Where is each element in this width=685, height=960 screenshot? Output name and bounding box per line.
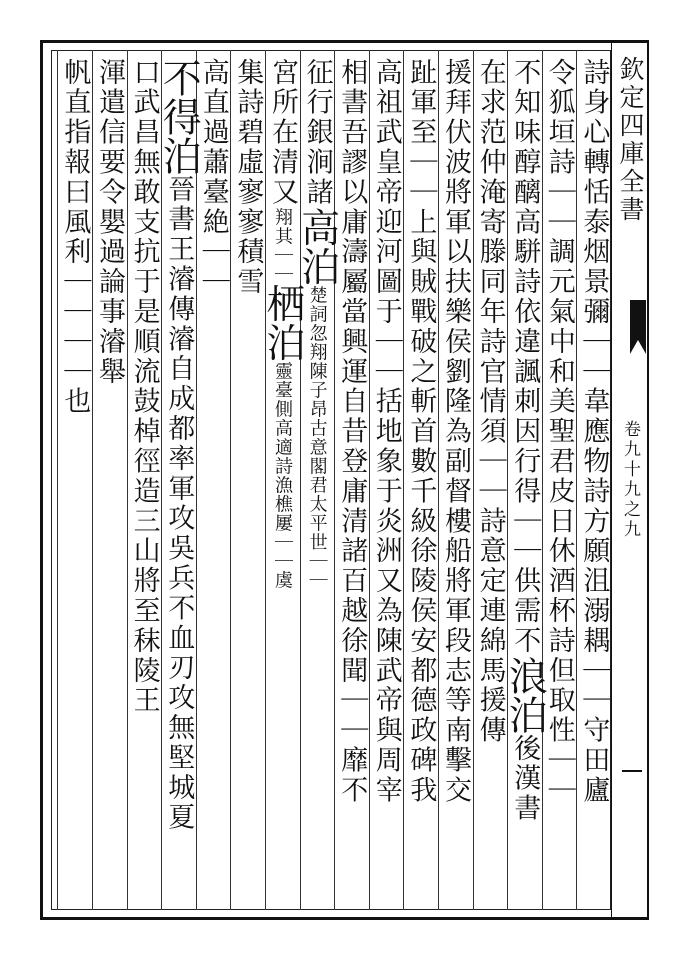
annotation-text: 翔其｜｜ bbox=[272, 207, 293, 284]
text-column bbox=[227, 58, 267, 297]
entry-heading: 不得泊 bbox=[156, 58, 202, 175]
text-column bbox=[89, 58, 129, 387]
body-text: 征行銀涧諸 bbox=[301, 58, 333, 208]
body-text: 集詩碧虛寥寥積雪 bbox=[232, 58, 264, 298]
body-text: 相書吾謬以庸濤屬當興運自昔登庸清諸百越徐聞｜｜靡不 bbox=[336, 58, 368, 806]
text-column bbox=[366, 58, 406, 806]
text-column bbox=[124, 58, 164, 716]
body-text: 不知味醇醨高駢詩依違諷刺因行得｜｜供需不 bbox=[509, 58, 541, 656]
text-column bbox=[435, 58, 475, 806]
body-text: 在求范仲淹寄滕同年詩官情須｜｜詩意定連綿 bbox=[474, 58, 506, 656]
body-text: 高直過蕭臺絶｜｜ bbox=[197, 58, 229, 298]
text-column bbox=[573, 58, 613, 806]
text-column bbox=[502, 58, 548, 824]
body-text: 詩身心轉恬泰烟景彌｜｜韋應物詩方願沮溺耦｜｜守田廬 bbox=[578, 58, 610, 806]
volume-label: 卷九十九之九 bbox=[620, 420, 640, 540]
body-text: 令狐垣詩｜｜調元氣中和美聖君皮日休酒杯詩但取性｜｜ bbox=[543, 58, 575, 806]
annotation-text: 楚詞忽翔 bbox=[306, 285, 328, 362]
page-mark bbox=[622, 770, 642, 772]
text-column bbox=[54, 58, 94, 417]
annotation-text: 陳子昂古意閣君太平世｜｜ bbox=[306, 361, 328, 590]
annotation-text: 靈臺側高適詩漁樵屢｜｜虞 bbox=[272, 361, 293, 590]
entry-heading: 栖泊 bbox=[260, 283, 305, 362]
body-text: 宮所在清又 bbox=[267, 58, 298, 208]
text-column bbox=[260, 58, 305, 590]
body-text: 援拜伏波將軍以扶樂侯劉隆為副督樓船將軍段志等南擊交 bbox=[440, 58, 471, 806]
body-text: 帆直指報曰風利｜｜｜｜也 bbox=[59, 58, 91, 417]
text-column bbox=[400, 58, 440, 806]
body-text: 高祖武皇帝迎河圖于｜｜括地象于炎洲又為陳武帝與周宰 bbox=[370, 58, 402, 806]
body-text: 馬援傳 bbox=[474, 656, 506, 746]
body-text: 口武昌無敢支抗于是順流鼓棹徑造三山將至秣陵王 bbox=[128, 58, 160, 716]
entry-heading: 高泊 bbox=[294, 207, 340, 286]
text-column bbox=[470, 58, 510, 746]
body-text: 晉書王濬傳濬自成都率軍攻吳兵不血刃攻無堅城夏 bbox=[163, 175, 195, 833]
fishtail-ornament bbox=[630, 300, 646, 340]
text-column bbox=[331, 58, 371, 806]
body-text: 後漢書 bbox=[509, 734, 541, 824]
text-column bbox=[156, 58, 202, 833]
body-text: 趾軍至｜｜上與賊戰破之斬首數千級徐陵侯安都德政碑我 bbox=[405, 58, 437, 806]
book-title: 欽定四庫全書 bbox=[616, 56, 645, 224]
entry-heading: 浪泊 bbox=[502, 656, 548, 734]
body-text: 渾遣信要令嬰過論事濬舉 bbox=[94, 58, 125, 387]
